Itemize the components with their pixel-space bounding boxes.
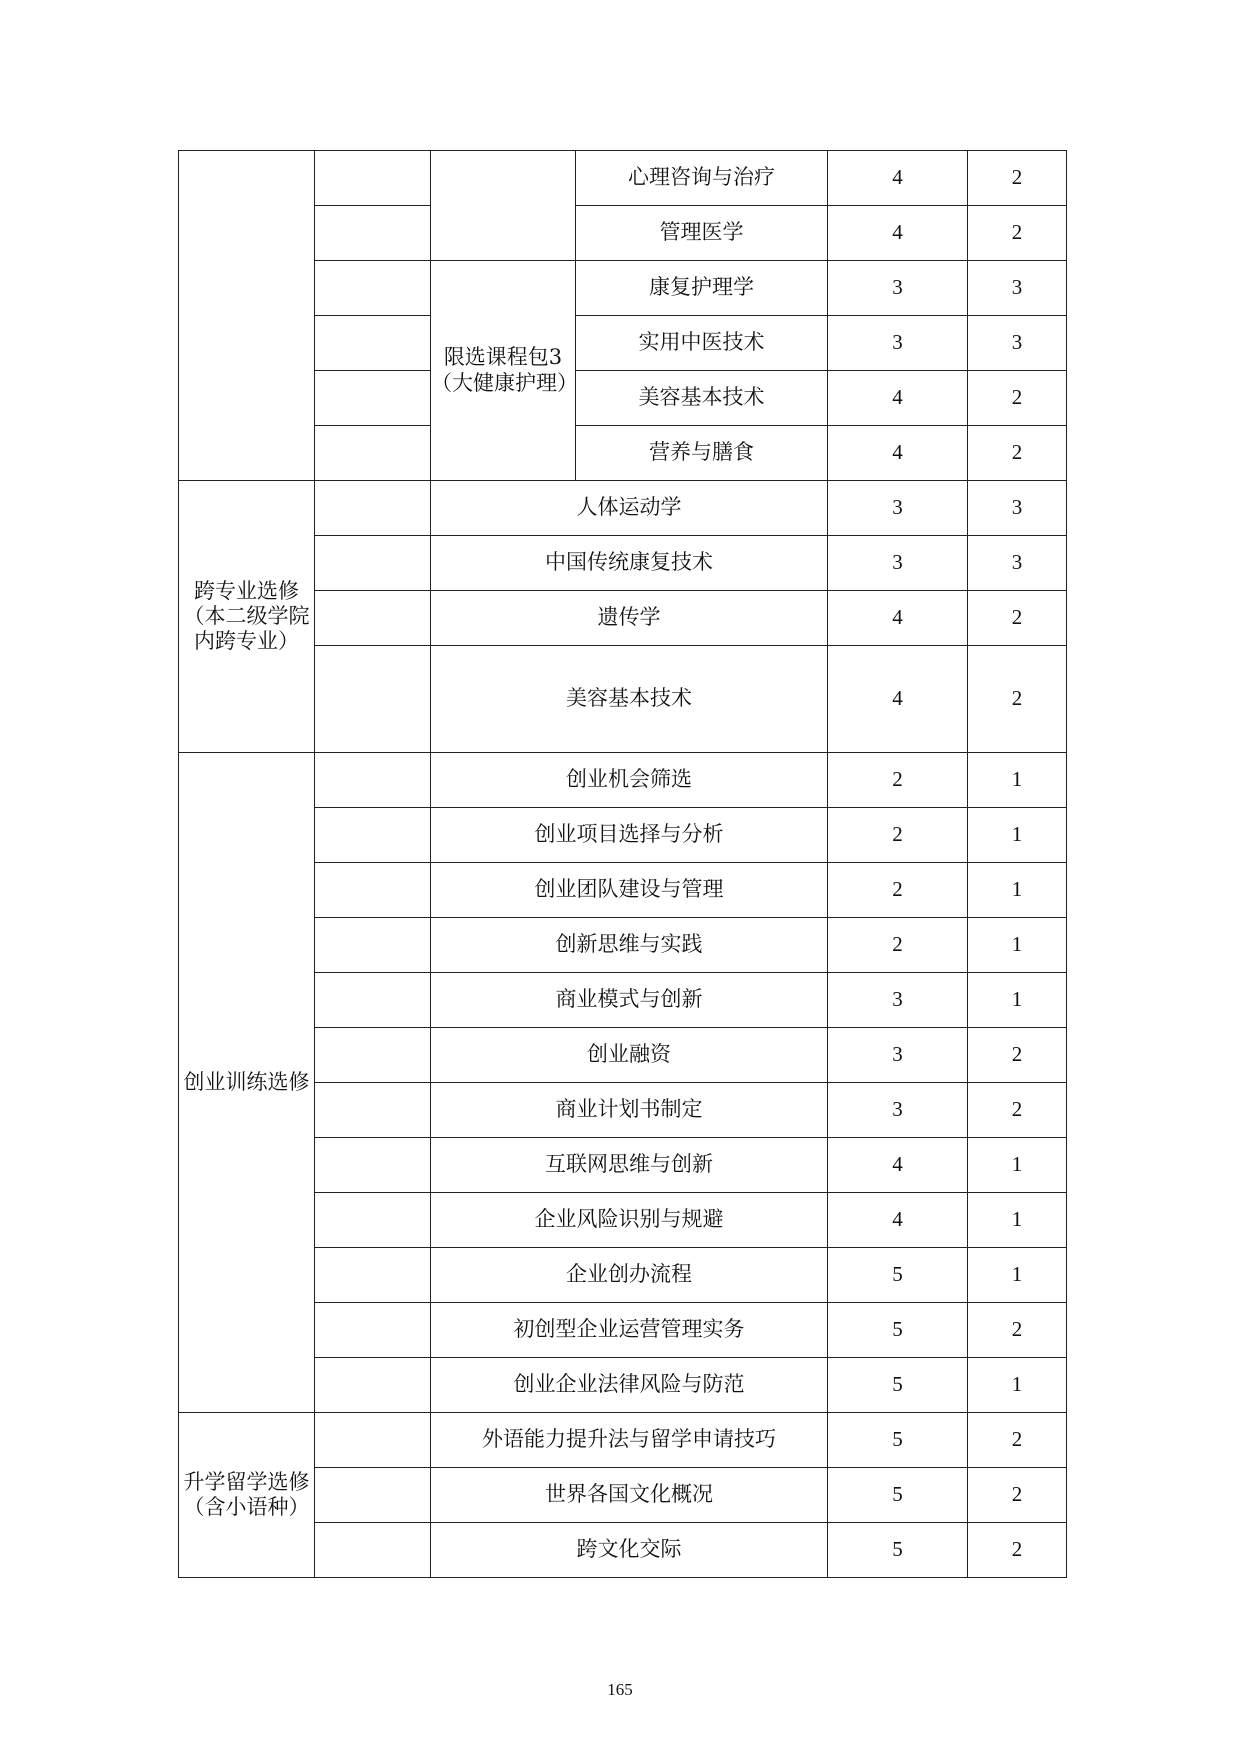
- semester-cell: 3: [828, 316, 968, 371]
- code-cell: [315, 426, 431, 481]
- code-cell: [315, 646, 431, 753]
- course-name: 中国传统康复技术: [431, 536, 828, 591]
- package-cell: [431, 261, 576, 481]
- semester-cell: 4: [828, 426, 968, 481]
- code-cell: [315, 918, 431, 973]
- code-cell: [315, 1083, 431, 1138]
- semester-cell: 5: [828, 1303, 968, 1358]
- code-cell: [315, 753, 431, 808]
- semester-cell: 3: [828, 1028, 968, 1083]
- category-line: 升学留学选修: [183, 1469, 310, 1494]
- category-line: （含小语种）: [183, 1495, 310, 1519]
- credits-cell: 2: [968, 591, 1067, 646]
- course-name: 初创型企业运营管理实务: [431, 1303, 828, 1358]
- semester-cell: 4: [828, 206, 968, 261]
- course-name: 实用中医技术: [576, 316, 828, 371]
- category-cell: 创业训练选修: [179, 753, 315, 1413]
- credits-cell: 1: [968, 1193, 1067, 1248]
- page-number: 165: [607, 1680, 633, 1699]
- course-name: 创业融资: [431, 1028, 828, 1083]
- course-name: 美容基本技术: [576, 371, 828, 426]
- code-cell: [315, 316, 431, 371]
- semester-cell: 3: [828, 536, 968, 591]
- credits-cell: 1: [968, 863, 1067, 918]
- credits-cell: 3: [968, 261, 1067, 316]
- credits-cell: 2: [968, 1303, 1067, 1358]
- code-cell: [315, 1028, 431, 1083]
- credits-cell: 1: [968, 753, 1067, 808]
- course-name: 创业机会筛选: [431, 753, 828, 808]
- credits-cell: 2: [968, 371, 1067, 426]
- code-cell: [315, 1248, 431, 1303]
- code-cell: [315, 1413, 431, 1468]
- course-name: 创业企业法律风险与防范: [431, 1358, 828, 1413]
- course-name: 外语能力提升法与留学申请技巧: [431, 1413, 828, 1468]
- semester-cell: 4: [828, 1138, 968, 1193]
- course-name: 康复护理学: [576, 261, 828, 316]
- category-cell: [179, 1413, 315, 1578]
- table-row: [179, 753, 1067, 808]
- code-cell: [315, 863, 431, 918]
- semester-cell: 4: [828, 371, 968, 426]
- credits-cell: 3: [968, 536, 1067, 591]
- table-row: [179, 151, 1067, 206]
- code-cell: [315, 151, 431, 206]
- code-cell: [315, 1193, 431, 1248]
- semester-cell: 3: [828, 973, 968, 1028]
- semester-cell: 2: [828, 753, 968, 808]
- code-cell: [315, 1138, 431, 1193]
- semester-cell: 3: [828, 1083, 968, 1138]
- course-name: 美容基本技术: [431, 646, 828, 753]
- code-cell: [315, 481, 431, 536]
- code-cell: [315, 591, 431, 646]
- category-cell: [179, 481, 315, 753]
- course-name: 心理咨询与治疗: [576, 151, 828, 206]
- credits-cell: 1: [968, 973, 1067, 1028]
- code-cell: [315, 261, 431, 316]
- code-cell: [315, 371, 431, 426]
- course-name: 跨文化交际: [431, 1523, 828, 1578]
- code-cell: [315, 1523, 431, 1578]
- credits-cell: 2: [968, 1413, 1067, 1468]
- credits-cell: 2: [968, 1523, 1067, 1578]
- course-name: 营养与膳食: [576, 426, 828, 481]
- credits-cell: 2: [968, 426, 1067, 481]
- credits-cell: 2: [968, 1468, 1067, 1523]
- semester-cell: 5: [828, 1468, 968, 1523]
- semester-cell: 5: [828, 1413, 968, 1468]
- table-row: [179, 481, 1067, 536]
- semester-cell: 4: [828, 591, 968, 646]
- credits-cell: 1: [968, 808, 1067, 863]
- course-name: 遗传学: [431, 591, 828, 646]
- semester-cell: 4: [828, 646, 968, 753]
- course-name: 创业团队建设与管理: [431, 863, 828, 918]
- credits-cell: 3: [968, 481, 1067, 536]
- course-name: 企业创办流程: [431, 1248, 828, 1303]
- course-name: 商业计划书制定: [431, 1083, 828, 1138]
- credits-cell: 1: [968, 1248, 1067, 1303]
- category-line: 内跨专业）: [194, 629, 299, 654]
- semester-cell: 5: [828, 1523, 968, 1578]
- code-cell: [315, 1468, 431, 1523]
- curriculum-table: [178, 150, 1067, 1578]
- credits-cell: 2: [968, 1028, 1067, 1083]
- semester-cell: 2: [828, 808, 968, 863]
- package-cell-empty: [431, 151, 576, 261]
- course-name: 创业项目选择与分析: [431, 808, 828, 863]
- credits-cell: 2: [968, 646, 1067, 753]
- code-cell: [315, 973, 431, 1028]
- category-line: （本二级学院: [183, 603, 310, 628]
- code-cell: [315, 536, 431, 591]
- semester-cell: 4: [828, 1193, 968, 1248]
- credits-cell: 2: [968, 206, 1067, 261]
- course-name: 互联网思维与创新: [431, 1138, 828, 1193]
- package-subtitle: （大健康护理）: [431, 370, 578, 395]
- semester-cell: 5: [828, 1358, 968, 1413]
- credits-cell: 2: [968, 151, 1067, 206]
- course-name: 世界各国文化概况: [431, 1468, 828, 1523]
- credits-cell: 1: [968, 918, 1067, 973]
- course-name: 管理医学: [576, 206, 828, 261]
- table-row: [179, 1413, 1067, 1468]
- package-title: 限选课程包3: [443, 345, 563, 370]
- code-cell: [315, 1303, 431, 1358]
- course-name: 人体运动学: [431, 481, 828, 536]
- course-name: 企业风险识别与规避: [431, 1193, 828, 1248]
- semester-cell: 5: [828, 1248, 968, 1303]
- code-cell: [315, 808, 431, 863]
- semester-cell: 4: [828, 151, 968, 206]
- code-cell: [315, 206, 431, 261]
- semester-cell: 2: [828, 863, 968, 918]
- course-name: 创新思维与实践: [431, 918, 828, 973]
- category-line: 跨专业选修: [194, 578, 299, 603]
- credits-cell: 3: [968, 316, 1067, 371]
- course-name: 商业模式与创新: [431, 973, 828, 1028]
- semester-cell: 3: [828, 481, 968, 536]
- code-cell: [315, 1358, 431, 1413]
- semester-cell: 3: [828, 261, 968, 316]
- semester-cell: 2: [828, 918, 968, 973]
- category-cell-empty: [179, 151, 315, 481]
- credits-cell: 1: [968, 1358, 1067, 1413]
- credits-cell: 2: [968, 1083, 1067, 1138]
- credits-cell: 1: [968, 1138, 1067, 1193]
